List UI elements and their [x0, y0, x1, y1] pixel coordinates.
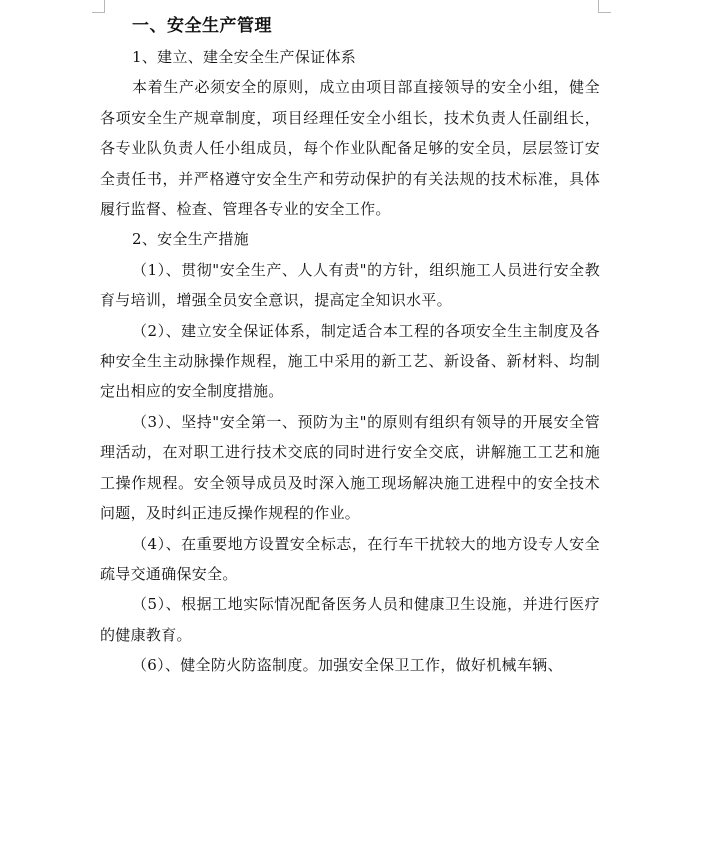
- paragraph-safety-system: 本着生产必须安全的原则，成立由项目部直接领导的安全小组，健全各项安全生产规章制度，项目经理任安全小组长，技术负责人任副组长，各专业队负责人任小组成员，每个作业队配备足够的安全员，层层签订安全责任书，并严格遵守安全生产和劳动保护的有关法规的技术标准，具体履行监督、检查、管理各专业的安全工作。: [100, 78, 600, 219]
- subsection-heading-1: 1、建立、建全安全生产保证体系: [132, 48, 357, 66]
- measure-item-2: （2）、建立安全保证体系，制定适合本工程的各项安全生主制度及各种安全生主动脉操作规程，施工中采用的新工艺、新设备、新材料、均制定出相应的安全制度措施。: [100, 321, 600, 401]
- measure-item-5: （5）、根据工地实际情况配备医务人员和健康卫生设施，并进行医疗的健康教育。: [100, 595, 600, 644]
- subsection-heading-2: 2、安全生产措施: [132, 230, 249, 249]
- section-title: 一、安全生产管理: [132, 16, 272, 36]
- measure-item-6: （6）、健全防火防盗制度。加强安全保卫工作，做好机械车辆、: [132, 656, 563, 675]
- document-body: [100, 10, 600, 681]
- measure-item-3: （3）、坚持"安全第一、预防为主"的原则有组织有领导的开展安全管理活动，在对职工进行技术交底的同时进行安全交底，讲解施工工艺和施工操作规程。安全领导成员及时深入施工现场解决施工进程中的安全技术问题，及时纠正违反操作规程的作业。: [100, 412, 600, 523]
- measure-item-1: （1）、贯彻"安全生产、人人有责"的方针，组织施工人员进行安全教育与培训，增强全员安全意识，提高定全知识水平。: [100, 260, 600, 310]
- measure-item-4: （4）、在重要地方设置安全标志，在行车干扰较大的地方设专人安全 疏导交通确保安全。: [100, 534, 600, 583]
